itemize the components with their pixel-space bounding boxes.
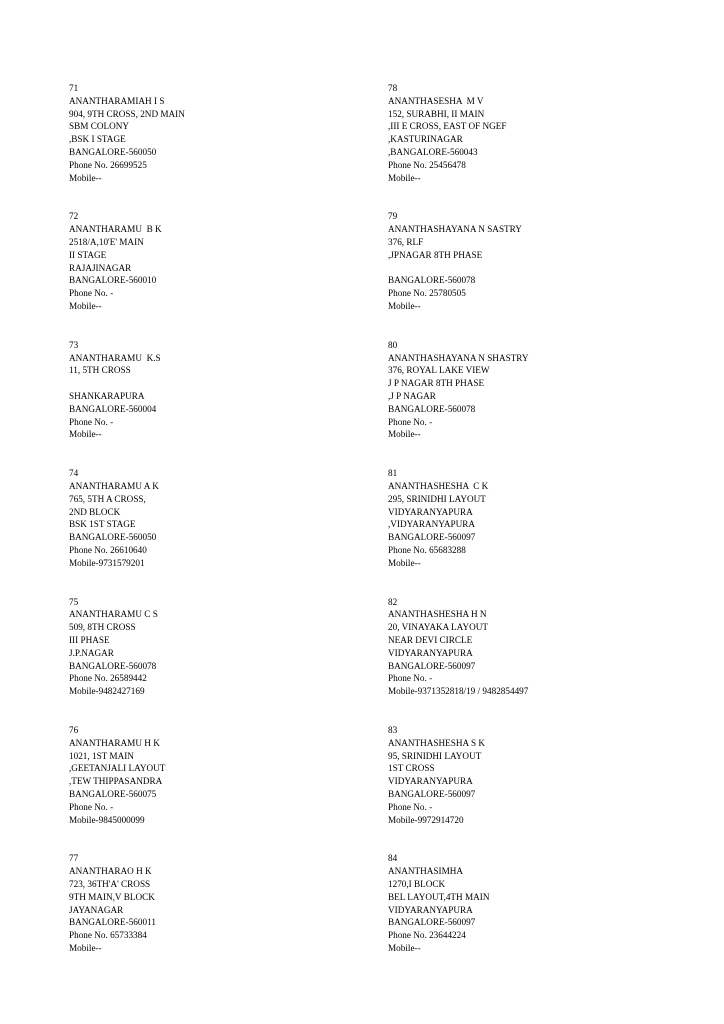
address-line-2: J P NAGAR 8TH PHASE [388,378,485,389]
mobile-number: Mobile-9731579201 [69,557,145,568]
address-line-1: 723, 36TH'A' CROSS [69,878,151,889]
address-line-1: 2518/A,10'E' MAIN [69,236,144,247]
entry-number: 78 [388,83,398,93]
directory-entry [69,852,389,980]
member-name: ANANTHARAMIAH I S [69,95,165,106]
entry-number: 77 [69,853,79,864]
address-line-1: 11, 5TH CROSS [69,365,131,376]
entry-number: 81 [388,468,398,479]
member-name: ANANTHARAMU A K [69,480,159,491]
phone-number: Phone No. 26589442 [69,673,147,684]
address-line-1: 152, SURABHI, II MAIN [388,108,485,119]
mobile-number: Mobile-- [388,172,421,183]
address-line-1: 509, 8TH CROSS [69,622,136,633]
member-name: ANANTHARAO H K [69,866,152,877]
address-line-3: ,TEW THIPPASANDRA [69,776,163,787]
member-name: ANANTHASESHA M V [388,95,484,106]
address-line-3: J.P.NAGAR [69,647,114,658]
phone-number: Phone No. - [388,801,433,812]
address-line-2: ,GEETANJALI LAYOUT [69,763,166,774]
address-line-1: 1021, 1ST MAIN [69,750,134,761]
city-pincode: BANGALORE-560050 [69,146,157,157]
entry-number: 82 [388,596,398,607]
address-line-2: ,III E CROSS, EAST OF NGEF [388,121,507,132]
city-pincode: BANGALORE-560004 [69,403,157,414]
address-line-3: SHANKARAPURA [69,390,145,401]
address-line-2: VIDYARANYAPURA [388,506,473,517]
address-line-3: ,BSK I STAGE [69,134,126,145]
phone-number: Phone No. 65683288 [388,544,466,555]
mobile-number: Mobile-9482427169 [69,686,145,697]
entry-number: 79 [388,211,398,222]
city-pincode: BANGALORE-560011 [69,917,156,928]
member-name: ANANTHASIMHA [388,866,464,877]
directory-entry [388,210,708,338]
city-pincode: BANGALORE-560097 [388,917,476,928]
address-line-3: ,J P NAGAR [388,390,436,401]
directory-entry [388,852,708,980]
address-line-2: SBM COLONY [69,121,129,132]
address-line-2: II STAGE [69,249,107,260]
address-line-3 [388,262,708,275]
directory-entry [69,596,389,724]
mobile-number: Mobile-- [69,300,102,311]
entry-number: 74 [69,468,79,479]
directory-entry [69,82,389,210]
address-line-1: 1270,I BLOCK [388,878,446,889]
address-line-3: VIDYARANYAPURA [388,647,473,658]
member-name: ANANTHARAMU H K [69,737,160,748]
address-line-2: III PHASE [69,634,110,645]
entry-number: 72 [69,211,79,222]
left-column [69,82,389,981]
entry-number: 76 [69,724,79,735]
entry-number: 84 [388,853,398,864]
mobile-number: Mobile-- [388,942,421,953]
entry-number: 80 [388,339,398,350]
directory-entry [388,596,708,724]
address-line-2: 1ST CROSS [388,763,435,774]
city-pincode: BANGALORE-560097 [388,660,476,671]
phone-number: Phone No. 26610640 [69,544,147,555]
address-line-3: VIDYARANYAPURA [388,904,473,915]
city-pincode: BANGALORE-560097 [388,788,476,799]
directory-entry [69,339,389,467]
directory-entry [388,339,708,467]
address-line-2: BEL LAYOUT,4TH MAIN [388,891,490,902]
mobile-number: Mobile-- [388,300,421,311]
city-pincode: BANGALORE-560075 [69,788,157,799]
mobile-number: Mobile-- [388,557,421,568]
phone-number: Phone No. - [69,416,114,427]
mobile-number: Mobile-9845000099 [69,814,145,825]
directory-entry [388,724,708,852]
address-line-3: ,VIDYARANYAPURA [388,519,476,530]
phone-number: Phone No. 23644224 [388,930,466,941]
address-line-1: 95, SRINIDHI LAYOUT [388,750,482,761]
entry-number: 71 [69,83,79,93]
address-line-1: 765, 5TH A CROSS, [69,493,146,504]
address-line-3: ,KASTURINAGAR [388,134,463,145]
mobile-number: Mobile-- [388,429,421,440]
directory-entry [388,82,708,210]
member-name: ANANTHASHESHA C K [388,480,489,491]
phone-number: Phone No. - [69,801,114,812]
phone-number: Phone No. - [69,288,114,299]
address-line-3: BSK 1ST STAGE [69,519,136,530]
directory-entry [69,210,389,338]
address-line-1: 20, VINAYAKA LAYOUT [388,622,488,633]
address-line-1: 376, ROYAL LAKE VIEW [388,365,490,376]
directory-entry [69,467,389,595]
address-line-2: NEAR DEVI CIRCLE [388,634,473,645]
city-pincode: BANGALORE-560078 [69,660,157,671]
city-pincode: ,BANGALORE-560043 [388,146,478,157]
phone-number: Phone No. 25456478 [388,159,466,170]
entry-number: 73 [69,339,79,350]
address-line-1: 295, SRINIDHI LAYOUT [388,493,486,504]
address-line-1: 904, 9TH CROSS, 2ND MAIN [69,108,185,119]
mobile-number: Mobile-- [69,172,102,183]
mobile-number: Mobile-- [69,942,102,953]
right-column [388,82,708,981]
member-name: ANANTHASHAYANA N SASTRY [388,224,522,235]
member-name: ANANTHASHESHA S K [388,737,485,748]
directory-entry [69,724,389,852]
phone-number: Phone No. 26699525 [69,159,147,170]
member-name: ANANTHARAMU K.S [69,352,161,363]
phone-number: Phone No. 65733384 [69,930,147,941]
mobile-number: Mobile-- [69,429,102,440]
address-line-2: 2ND BLOCK [69,506,121,517]
phone-number: Phone No. - [388,673,433,684]
address-line-2 [69,377,389,390]
address-line-3: RAJAJINAGAR [69,262,132,273]
mobile-number: Mobile-9371352818/19 / 9482854497 [388,686,529,697]
address-line-3: VIDYARANYAPURA [388,776,473,787]
city-pincode: BANGALORE-560078 [388,275,476,286]
member-name: ANANTHARAMU C S [69,609,158,620]
member-name: ANANTHASHESHA H N [388,609,487,620]
address-line-1: 376, RLF [388,236,424,247]
entry-number: 75 [69,596,79,607]
city-pincode: BANGALORE-560050 [69,532,157,543]
directory-entry [388,467,708,595]
city-pincode: BANGALORE-560078 [388,403,476,414]
entry-number: 83 [388,724,398,735]
address-line-2: ,JPNAGAR 8TH PHASE [388,249,483,260]
phone-number: Phone No. - [388,416,433,427]
mobile-number: Mobile-9972914720 [388,814,464,825]
member-name: ANANTHASHAYANA N SHASTRY [388,352,529,363]
address-line-2: 9TH MAIN,V BLOCK [69,891,155,902]
member-name: ANANTHARAMU B K [69,224,162,235]
city-pincode: BANGALORE-560010 [69,275,157,286]
address-line-3: JAYANAGAR [69,904,124,915]
city-pincode: BANGALORE-560097 [388,532,476,543]
phone-number: Phone No. 25780505 [388,288,466,299]
